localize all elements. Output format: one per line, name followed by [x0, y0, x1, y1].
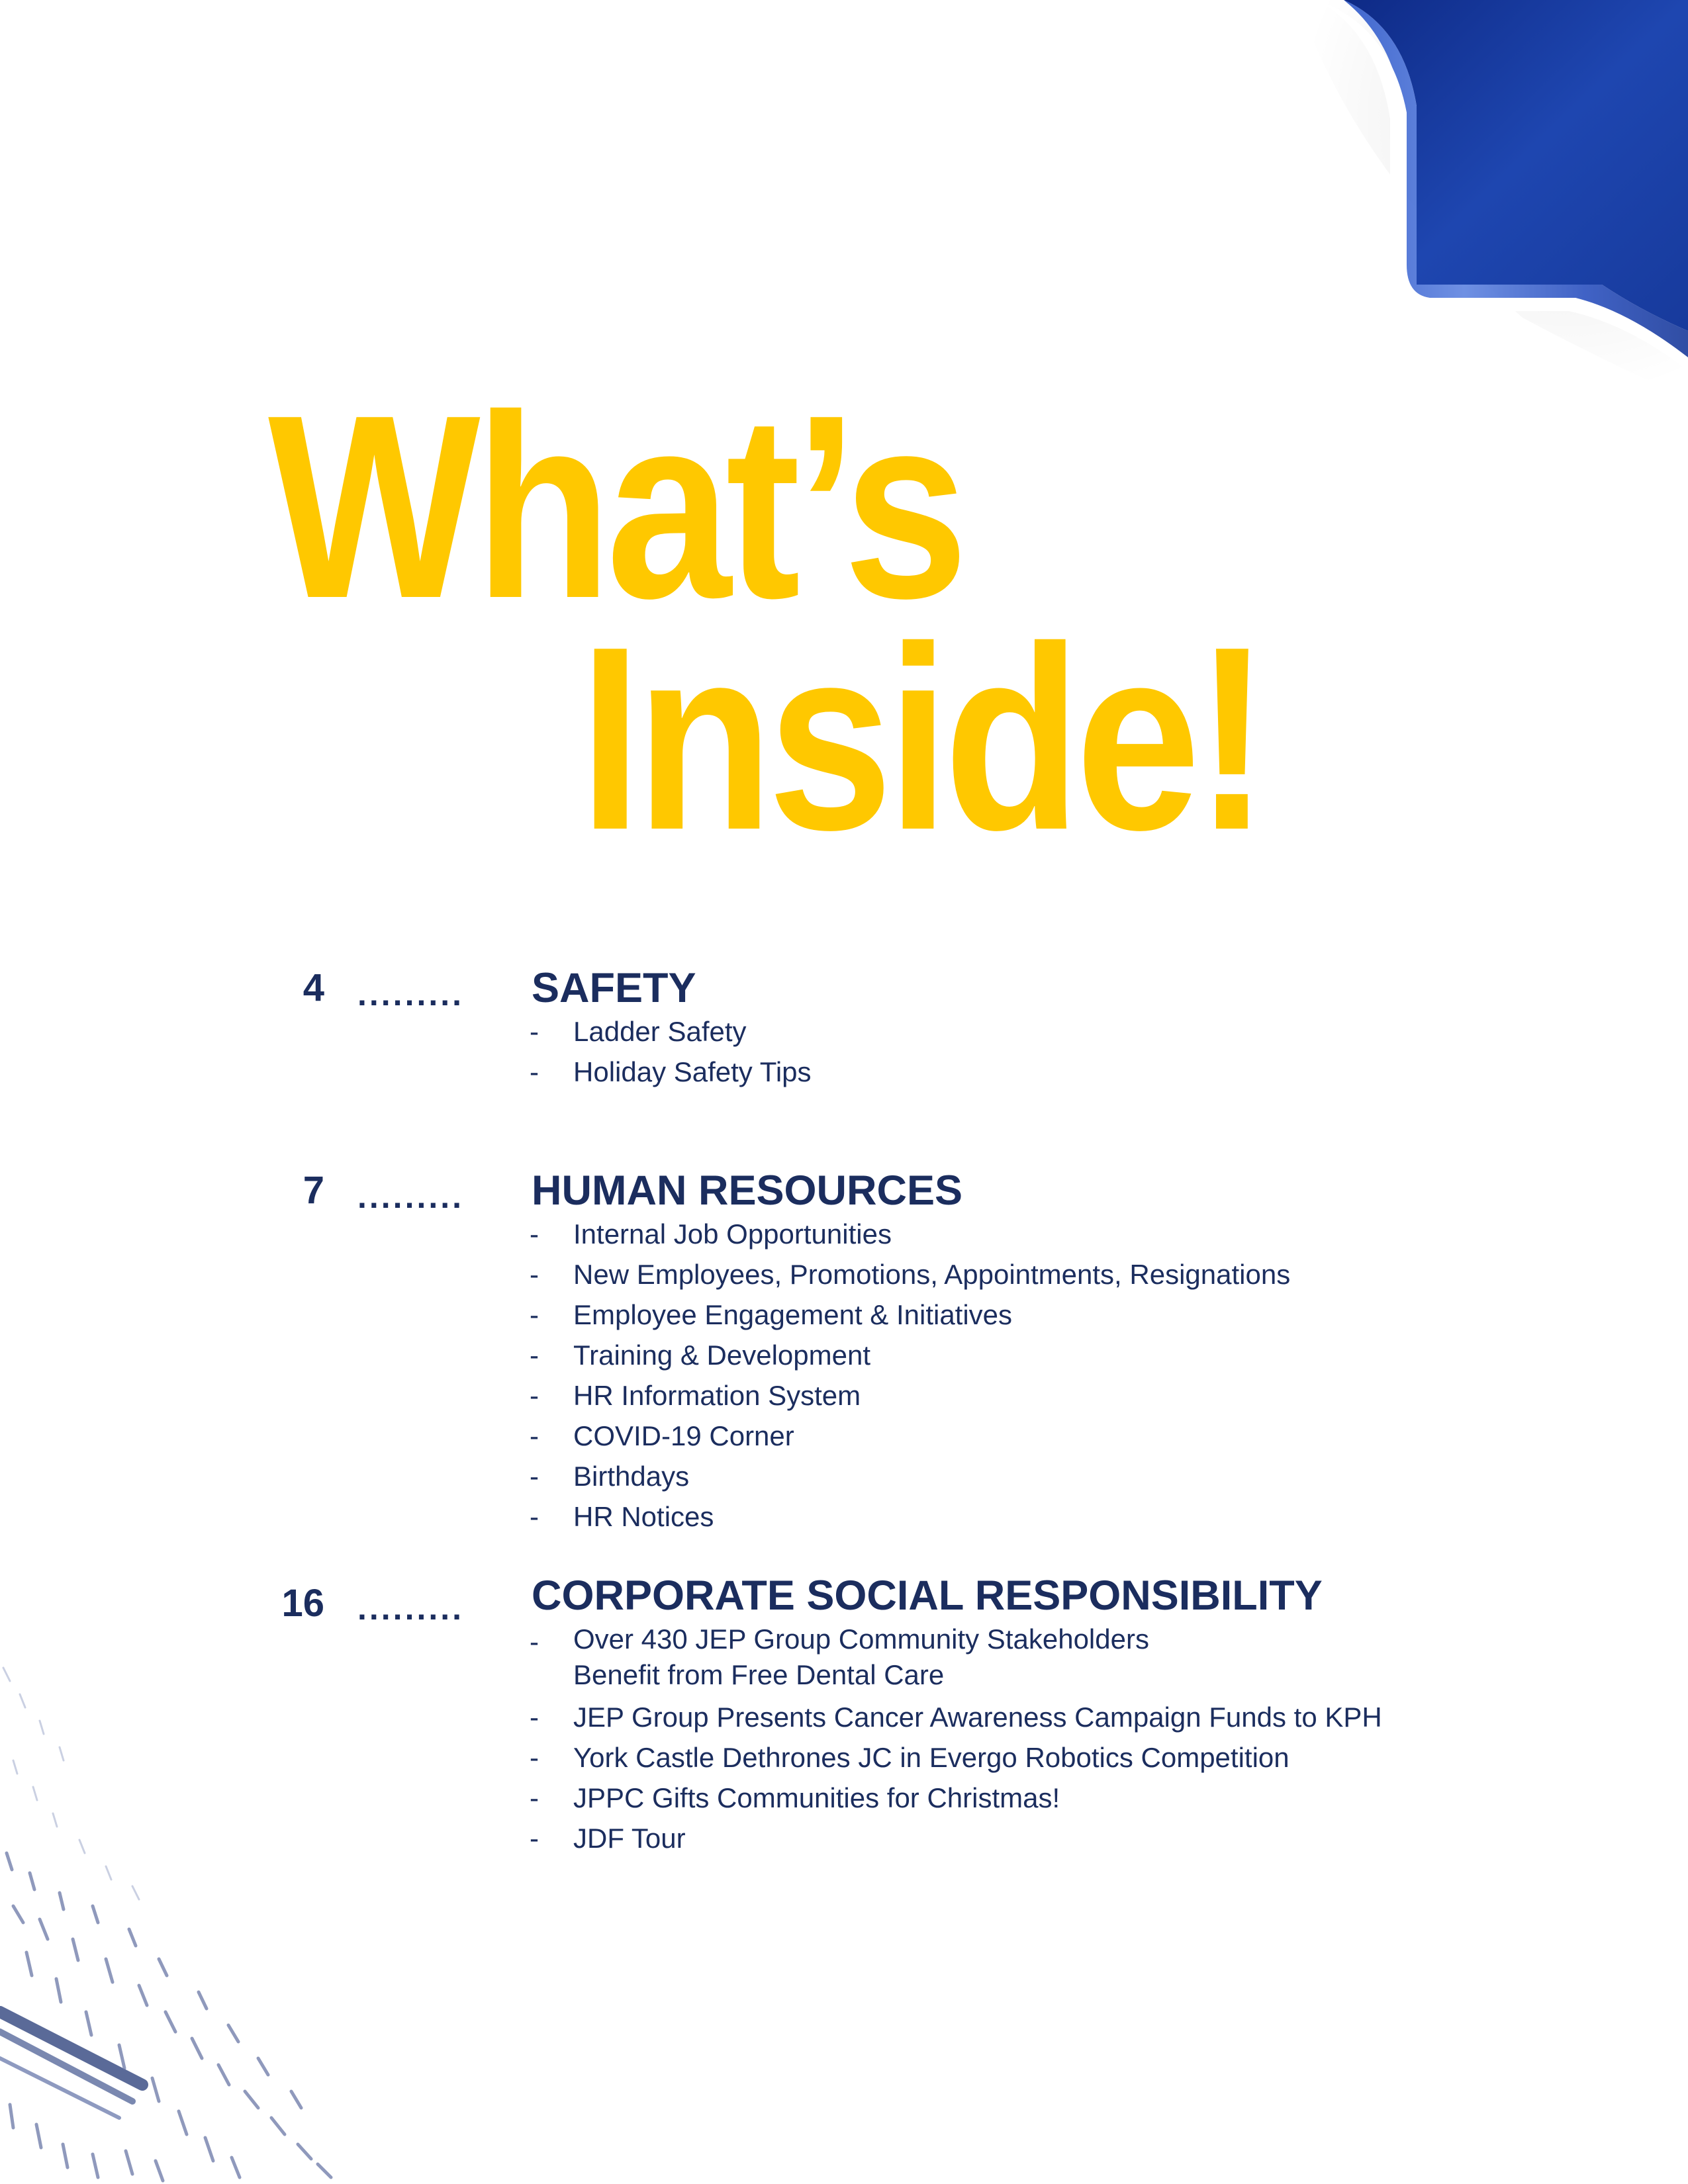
toc-leader-dots: .........	[357, 976, 465, 1013]
toc-item-list	[530, 1214, 1290, 1537]
toc-heading: HUMAN RESOURCES	[532, 1167, 963, 1214]
toc-item: - Ladder Safety	[530, 1016, 747, 1047]
toc-heading: CORPORATE SOCIAL RESPONSIBILITY	[532, 1572, 1323, 1619]
toc-item-list	[530, 1011, 812, 1092]
toc-item: - Holiday Safety Tips	[530, 1056, 812, 1087]
toc-leader-dots: .........	[357, 1590, 465, 1627]
toc-page-number: 4	[303, 966, 324, 1009]
toc-item: - York Castle Dethrones JC in Evergo Robotics Competition	[530, 1742, 1289, 1773]
toc-page-number: 7	[303, 1169, 324, 1212]
toc-item: - Birthdays	[530, 1461, 690, 1492]
toc-item: - COVID-19 Corner	[530, 1420, 794, 1451]
toc-item: - New Employees, Promotions, Appointments, Resignations	[530, 1259, 1291, 1290]
toc-item: - Over 430 JEP Group Community Stakeholders Benefit from Free Dental Care	[530, 1623, 1149, 1690]
toc-item: - Employee Engagement & Initiatives	[530, 1299, 1013, 1330]
toc-leader-dots: .........	[357, 1178, 465, 1215]
toc-item-list	[530, 1619, 1382, 1858]
toc-heading: SAFETY	[532, 965, 696, 1011]
title-line-inside: Inside!	[579, 592, 1264, 884]
toc-item: - Training & Development	[530, 1340, 870, 1371]
title-line-whats: What’s	[268, 360, 963, 653]
toc-item: - HR Notices	[530, 1501, 714, 1532]
toc-item: - JEP Group Presents Cancer Awareness Campaign Funds to KPH	[530, 1702, 1382, 1733]
toc-item: - Internal Job Opportunities	[530, 1218, 892, 1250]
toc-item: - JPPC Gifts Communities for Christmas!	[530, 1782, 1060, 1813]
toc-page-number: 16	[281, 1582, 324, 1625]
toc-item: - JDF Tour	[530, 1823, 686, 1854]
toc-item: - HR Information System	[530, 1380, 861, 1411]
